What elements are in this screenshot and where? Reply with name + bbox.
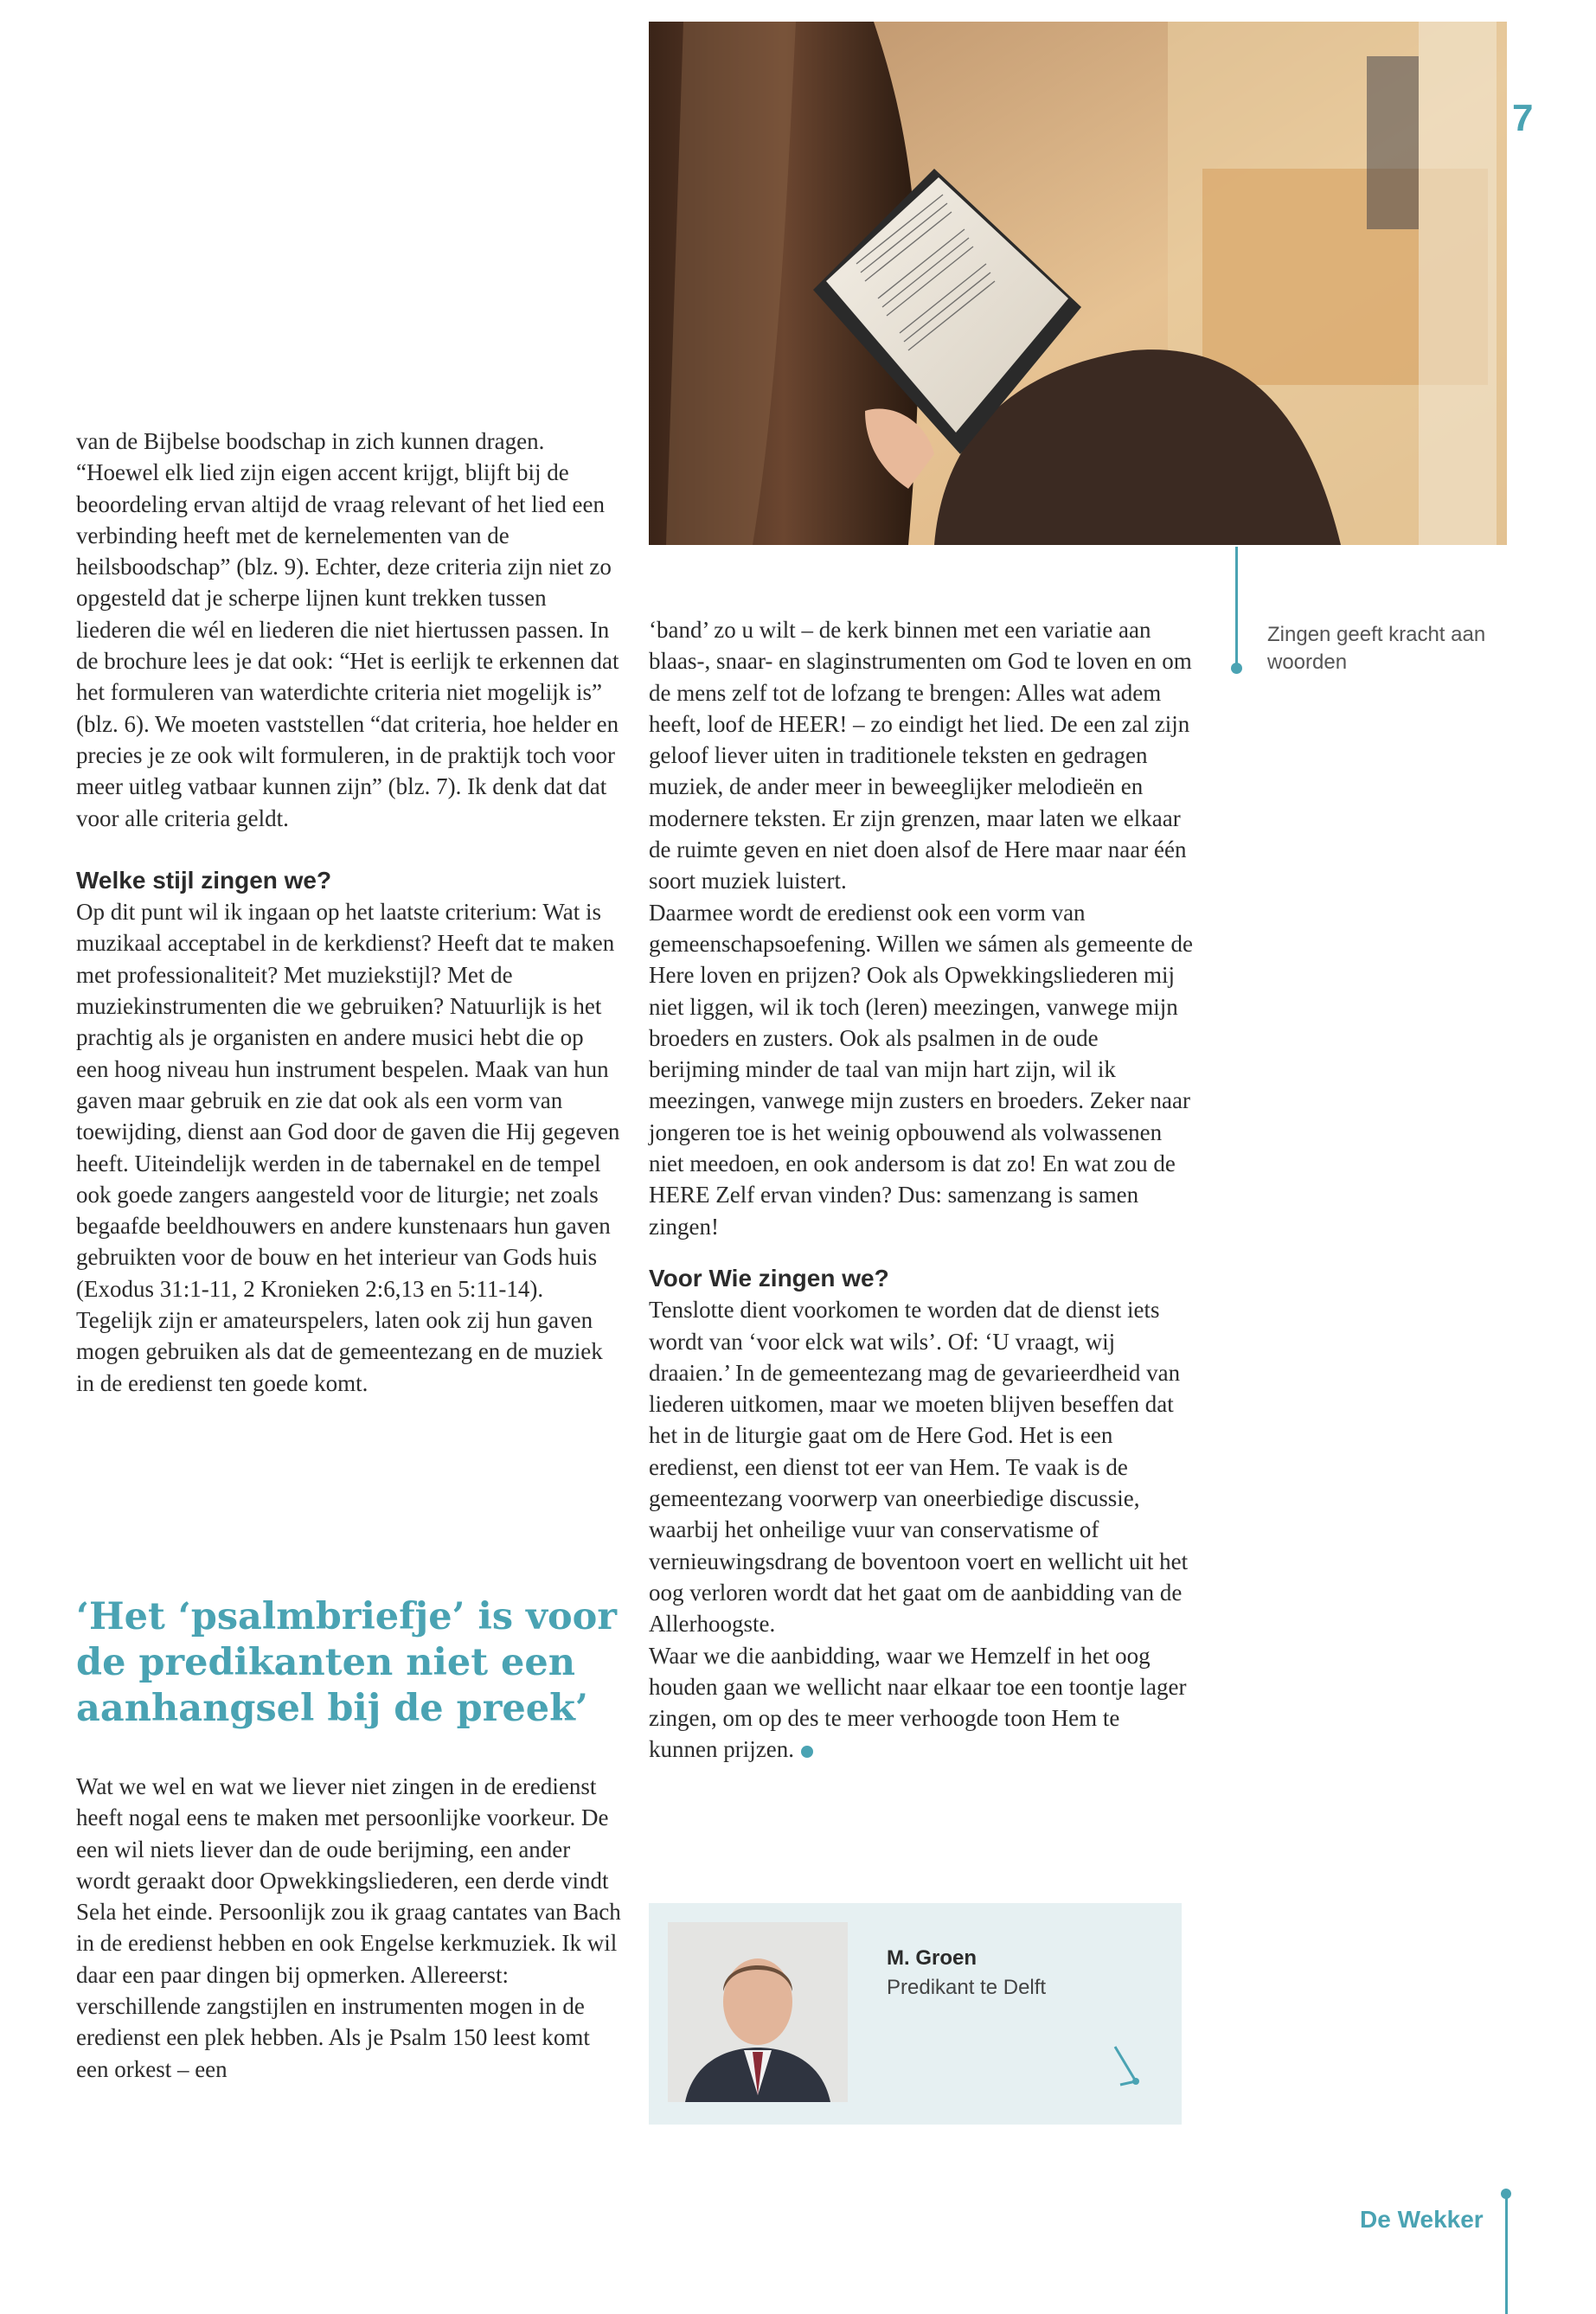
column-2 (649, 614, 1194, 1766)
photo-illustration (649, 22, 1507, 545)
body-paragraph: Daarmee wordt de eredienst ook een vorm van gemeenschapsoefening. Willen we sámen als gemeente de Here loven en prijzen? Ook als Opwekkingsliederen mij niet liggen, wil ik toch (leren) meezingen, vanwege mijn broeders en zusters. Ook als psalmen in de oude berijming minder de taal van mijn hart zijn, wil ik meezingen, vanwege mijn zusters en broeders. Zeker naar jongeren toe is het weinig opbouwend als volwassenen niet meedoen, en ook andersom is dat zo! En wat zou de HERE Zelf ervan vinden? Dus: samenzang is samen zingen! (649, 899, 1193, 1240)
closing-text: Waar we die aanbidding, waar we Hemzelf in het oog houden gaan we wellicht naar elkaar toe een toontje lager zingen, om op des te meer verhoogde toon Hem te kunnen prijzen. (649, 1642, 1187, 1763)
brand-dot (1501, 2189, 1511, 2199)
caption-dot (1231, 663, 1242, 674)
publication-brand: De Wekker (1360, 2206, 1484, 2233)
pull-quote: ‘Het ‘psalmbriefje’ is voor de predikanten niet een aanhangsel bij de preek’ (76, 1595, 618, 1730)
body-paragraph: Op dit punt wil ik ingaan op het laatste criterium: Wat is muzikaal acceptabel in de kerkdienst? Heeft dat te maken met professionaliteit? Met muziekstijl? Met de muziekinstrumenten die we gebruiken? Natuurlijk is het prachtig als je organisten en andere musici hebt die op een hoog niveau hun instrument bespelen. Maak van hun gaven maar gebruik en zie dat ook als een vorm van toewijding, dienst aan God door de gaven die Hij gegeven heeft. Uiteindelijk werden in de tabernakel en de tempel ook goede zangers aangesteld voor de liturgie; net zoals begaafde beeldhouwers en andere kunstenaars hun gaven gebruikten voor de bouw en het interieur van Gods huis (Exodus 31:1-11, 2 Kronieken 2:6,13 en 5:11-14). Tegelijk zijn er amateurspelers, laten ook zij hun gaven mogen gebruiken als dat de gemeentezang en de muziek in de eredienst ten goede komt. (76, 899, 620, 1396)
page-number: 7 (1512, 97, 1534, 139)
author-name: M. Groen (887, 1946, 977, 1970)
body-paragraph-final (649, 1640, 1194, 1766)
article-photo (649, 22, 1507, 545)
body-paragraph: van de Bijbelse boodschap in zich kunnen dragen. “Hoewel elk lied zijn eigen accent krijgt, blijft bij de beoordeling ervan altijd de vraag relevant of het lied een verbinding heeft met de kernelementen van de heilsboodschap” (blz. 9). Echter, deze criteria zijn niet zo opgesteld dat je scherpe lijnen kunt trekken tussen liederen die wél en liederen die niet hiertussen passen. In de brochure lees je dat ook: “Het is eerlijk te erkennen dat het formuleren van waterdichte criteria niet mogelijk is” (blz. 6). We moeten vaststellen “dat criteria, hoe helder en precies je ze ook wilt formuleren, in de praktijk toch voor meer uitleg vatbaar kunnen zijn” (blz. 7). Ik denk dat dat voor alle criteria geldt. (76, 428, 619, 831)
section-heading-worship: Voor Wie zingen we? (649, 1264, 889, 1292)
column-1-bottom (76, 1771, 621, 2085)
author-box (649, 1903, 1182, 2125)
end-mark-icon (801, 1746, 813, 1758)
brand-line (1505, 2193, 1508, 2314)
arrow-icon (1112, 2043, 1146, 2095)
body-paragraph: Tenslotte dient voorkomen te worden dat de dienst iets wordt van ‘voor elck wat wils’. Of: ‘U vraagt, wij draaien.’ In de gemeentezang mag de gevarieerdheid van liederen uitkomen, maar we moeten blijven beseffen dat het in de liturgie gaat om de Here God. Het is een eredienst, een dienst tot eer van Hem. Te vaak is de gemeentezang voorwerp van oneerbiedige discussie, waarbij het onheilige vuur van conservatisme of vernieuwingsdrang de boventoon voert en wellicht uit het oog verloren wordt dat het gaat om de aanbidding van de Allerhoogste. (649, 1297, 1189, 1638)
caption-line (1235, 547, 1238, 668)
section-heading-style: Welke stijl zingen we? (76, 866, 332, 894)
author-portrait (668, 1922, 848, 2102)
column-1-top (76, 426, 621, 1399)
photo-caption: Zingen geeft kracht aan woorden (1267, 623, 1486, 674)
body-paragraph: ‘band’ zo u wilt – de kerk binnen met een variatie aan blaas-, snaar- en slaginstrumenten om God te loven en om de mens zelf tot de lofzang te brengen: Alles wat adem heeft, loof de HEER! – zo eindigt het lied. De een zal zijn geloof liever uiten in traditionele teksten en gedragen muziek, de ander meer in beweeglijker melodieën en modernere teksten. Er zijn grenzen, maar laten we elkaar de ruimte geven en niet doen alsof de Here maar naar één soort muziek luistert. (649, 617, 1192, 894)
author-role: Predikant te Delft (887, 1976, 1047, 1999)
author-photo (668, 1922, 848, 2102)
body-paragraph: Wat we wel en wat we liever niet zingen in de eredienst heeft nogal eens te maken met persoonlijke voorkeur. De een wil niets liever dan de oude berijming, een ander wordt geraakt door Opwekkingsliederen, een derde vindt Sela het einde. Persoonlijk zou ik graag cantates van Bach in de eredienst hebben en ook Engelse kerkmuziek. Ik wil daar een paar dingen bij opmerken. Allereerst: verschillende zangstijlen en instrumenten mogen in de eredienst een plek hebben. Als je Psalm 150 leest komt een orkest – een (76, 1773, 621, 2082)
